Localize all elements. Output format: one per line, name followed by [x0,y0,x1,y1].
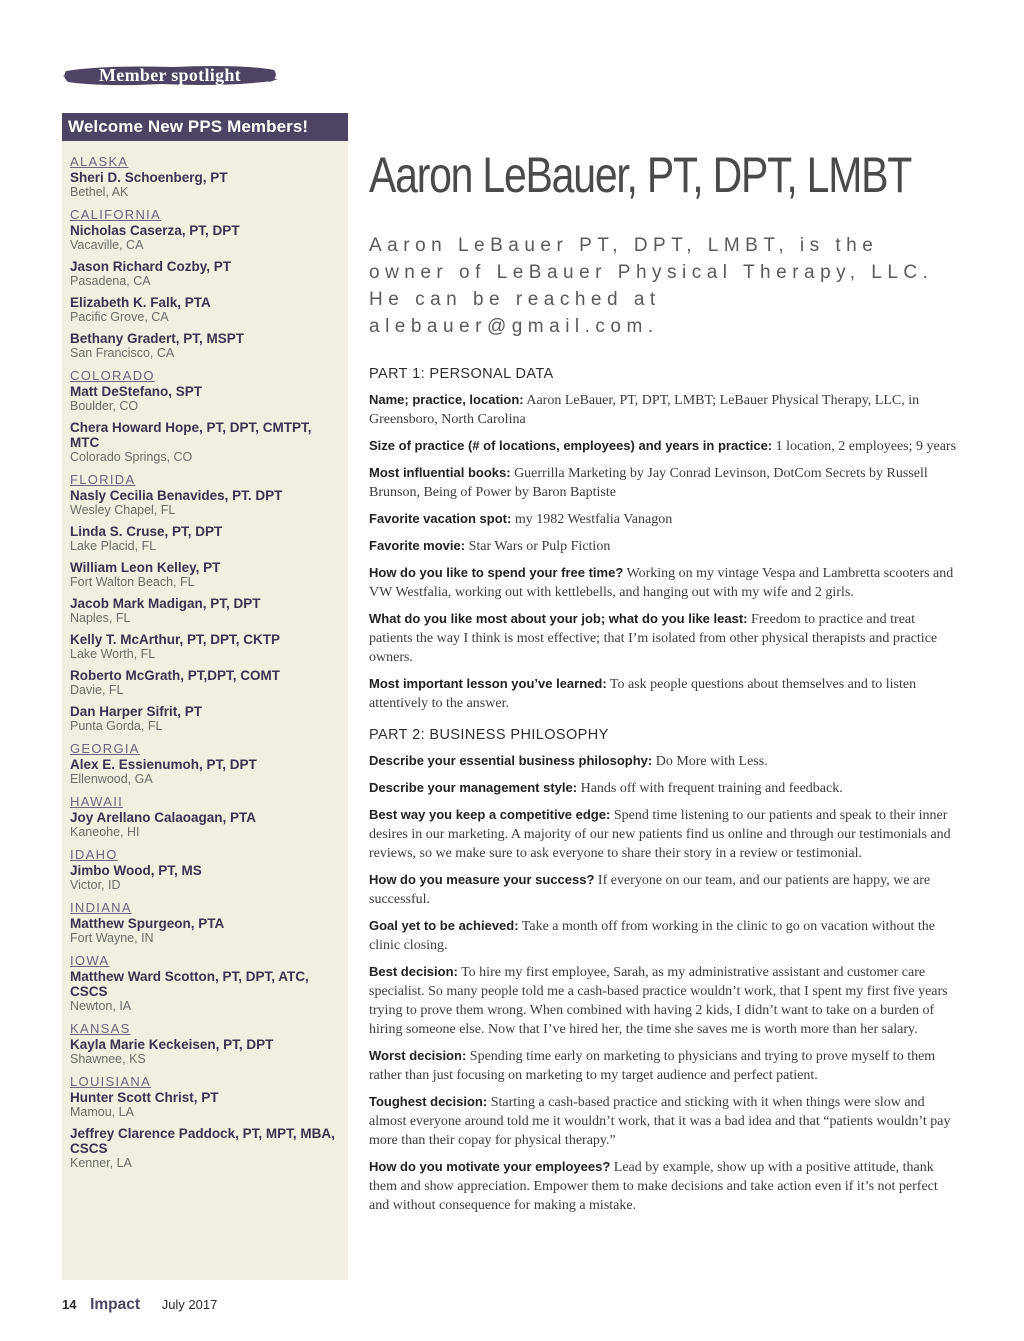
member-entry [70,524,340,554]
member-entry [70,810,340,840]
member-list [62,141,348,1171]
member-location: Boulder, CO [70,399,139,413]
qa-item [369,390,961,429]
member-location: San Francisco, CA [70,346,175,360]
state-heading: COLORADO [70,368,155,383]
qa-item [369,563,961,602]
member-entry [70,757,340,787]
qa-item [369,805,961,863]
qa-item [369,1092,961,1150]
member-name: Jimbo Wood, PT, MS [70,863,202,878]
page-number: 14 [62,1297,77,1312]
state-heading: IDAHO [70,847,118,862]
answer: If everyone on our team, and our patients are happy, we are successful. [369,873,931,907]
member-entry [70,384,340,414]
state-heading: KANSAS [70,1021,131,1036]
member-location: Pasadena, CA [70,274,151,288]
member-entry [70,1090,340,1120]
member-entry [70,560,340,590]
state-heading: IOWA [70,953,110,968]
qa-item [369,536,961,556]
member-location: Shawnee, KS [70,1052,146,1066]
section-banner [62,62,278,88]
answer: my 1982 Westfalia Vanagon [511,512,673,527]
member-entry [70,668,340,698]
question: Toughest decision: [369,1094,488,1109]
question: Favorite vacation spot: [369,511,512,526]
member-location: Colorado Springs, CO [70,450,193,464]
member-name: Jason Richard Cozby, PT [70,259,232,274]
answer: Hands off with frequent training and feedback. [577,781,843,796]
part1-qa-list [369,390,961,713]
member-location: Fort Walton Beach, FL [70,575,195,589]
member-name: Bethany Gradert, PT, MSPT [70,331,245,346]
state-heading: ALASKA [70,154,129,169]
question: How do you like to spend your free time? [369,565,624,580]
member-name: Kelly T. McArthur, PT, DPT, CKTP [70,632,281,647]
member-name: Linda S. Cruse, PT, DPT [70,524,223,539]
state-heading: FLORIDA [70,472,136,487]
qa-item [369,962,961,1039]
member-name: Nasly Cecilia Benavides, PT. DPT [70,488,283,503]
answer: Starting a cash-based practice and sticking with it when things were slow and almost everyone around told me it wouldn’t work, that it was a bad idea and that “patients wouldn’t pay more than their copay for physical therapy.” [369,1095,951,1148]
member-location: Victor, ID [70,878,121,892]
answer: 1 location, 2 employees; 9 years [772,439,957,454]
qa-item [369,609,961,667]
answer: Take a month off from working in the clinic to go on vacation without the clinic closing. [369,919,936,953]
question: Best decision: [369,964,458,979]
member-entry [70,969,340,1014]
member-location: Lake Placid, FL [70,539,157,553]
question: Most important lesson you’ve learned: [369,676,607,691]
article [369,142,961,1222]
article-intro: Aaron LeBauer PT, DPT, LMBT, is the owner of LeBauer Physical Therapy, LLC. He can be reached at alebauer@gmail.com. [369,235,934,337]
question: Describe your management style: [369,780,578,795]
question: Name; practice, location: [369,392,524,407]
member-name: Jeffrey Clarence Paddock, PT, MPT, MBA, CSCS [70,1126,335,1156]
member-name: Sheri D. Schoenberg, PT [70,170,228,185]
member-name: Nicholas Caserza, PT, DPT [70,223,240,238]
qa-item [369,509,961,529]
member-location: Naples, FL [70,611,131,625]
article-title: Aaron LeBauer, PT, DPT, LMBT [369,147,912,203]
qa-item [369,870,961,909]
member-entry [70,916,340,946]
qa-item [369,778,961,798]
state-heading: CALIFORNIA [70,207,162,222]
state-heading: GEORGIA [70,741,140,756]
magazine-name: Impact [90,1296,141,1313]
member-entry [70,259,340,289]
sidebar-title: Welcome New PPS Members! [62,113,348,141]
member-location: Vacaville, CA [70,238,144,252]
question: Size of practice (# of locations, employees) and years in practice: [369,438,773,453]
answer: Working on my vintage Vespa and Lambretta scooters and VW Westfalia, working out with kettlebells, and hanging out with my wife and 2 girls. [369,566,954,600]
member-location: Wesley Chapel, FL [70,503,176,517]
member-entry [70,1037,340,1067]
question: Best way you keep a competitive edge: [369,807,611,822]
member-entry [70,488,340,518]
question: Favorite movie: [369,538,466,553]
member-location: Davie, FL [70,683,124,697]
issue-date: July 2017 [161,1297,218,1312]
answer: To ask people questions about themselves and to listen attentively to the answer. [369,677,917,711]
member-name: Jacob Mark Madigan, PT, DPT [70,596,261,611]
member-location: Mamou, LA [70,1105,134,1119]
member-name: Kayla Marie Keckeisen, PT, DPT [70,1037,274,1052]
answer: Guerrilla Marketing by Jay Conrad Levinson, DotCom Secrets by Russell Brunson, Being of Power by Baron Baptiste [369,466,928,500]
qa-item [369,463,961,502]
member-name: Roberto McGrath, PT,DPT, COMT [70,668,281,683]
member-entry [70,223,340,253]
question: What do you like most about your job; what do you like least: [369,611,748,626]
part2-qa-list [369,751,961,1215]
answer: Spending time early on marketing to physicians and trying to prove myself to them rather than just focusing on marketing to my target audience and perfect patient. [369,1049,936,1083]
member-location: Ellenwood, GA [70,772,153,786]
member-name: Dan Harper Sifrit, PT [70,704,203,719]
member-name: Joy Arellano Calaoagan, PTA [70,810,257,825]
member-name: William Leon Kelley, PT [70,560,221,575]
question: Most influential books: [369,465,511,480]
state-heading: HAWAII [70,794,124,809]
part2-heading: PART 2: BUSINESS PHILOSOPHY [369,727,609,743]
member-location: Kaneohe, HI [70,825,140,839]
member-entry [70,170,340,200]
page-footer [62,1295,217,1315]
member-entry [70,420,340,465]
qa-item [369,1046,961,1085]
member-location: Punta Gorda, FL [70,719,163,733]
member-entry [70,704,340,734]
question: Describe your essential business philosophy: [369,753,653,768]
qa-item [369,436,961,456]
member-entry [70,863,340,893]
member-name: Matthew Ward Scotton, PT, DPT, ATC, CSCS [70,969,309,999]
member-name: Chera Howard Hope, PT, DPT, CMTPT, MTC [70,420,312,450]
question: Goal yet to be achieved: [369,918,519,933]
member-entry [70,596,340,626]
new-members-sidebar [62,113,348,1280]
qa-item [369,674,961,713]
member-name: Matthew Spurgeon, PTA [70,916,225,931]
member-name: Alex E. Essienumoh, PT, DPT [70,757,257,772]
part1-heading: PART 1: PERSONAL DATA [369,366,554,382]
answer: Aaron LeBauer, PT, DPT, LMBT; LeBauer Physical Therapy, LLC, in Greensboro, North Carolina [369,393,920,427]
answer: To hire my first employee, Sarah, as my administrative assistant and customer care specialist. So many people told me a cash-based practice wouldn’t work, that I spent my first five years trying to prove them wrong. When combined with having 2 kids, I didn’t want to take on a burden of hiring someone else. Now that I’ve hired her, the time she saves me is worth more than her salary. [369,965,948,1037]
member-location: Kenner, LA [70,1156,132,1170]
member-location: Fort Wayne, IN [70,931,154,945]
answer: Lead by example, show up with a positive attitude, thank them and show appreciation. Empower them to make decisions and take action even if it’s not perfect and without consequence for making a mistake. [369,1160,938,1213]
qa-item [369,916,961,955]
member-location: Lake Worth, FL [70,647,156,661]
state-heading: LOUISIANA [70,1074,152,1089]
member-location: Pacific Grove, CA [70,310,169,324]
member-entry [70,1126,340,1171]
question: How do you motivate your employees? [369,1159,611,1174]
qa-item [369,1157,961,1215]
answer: Do More with Less. [652,754,768,769]
member-entry [70,295,340,325]
answer: Star Wars or Pulp Fiction [465,539,611,554]
member-name: Elizabeth K. Falk, PTA [70,295,211,310]
state-heading: INDIANA [70,900,132,915]
member-location: Newton, IA [70,999,132,1013]
member-name: Hunter Scott Christ, PT [70,1090,219,1105]
answer: Spend time listening to our patients and speak to their inner desires in our marketing. A majority of our new patients find us online and through our testimonials and reviews, so we make sure to ask everyone to share their story in a review or testimonial. [369,808,951,861]
answer: Freedom to practice and treat patients the way I think is most effective; that I’m isolated from other physical therapists and practice owners. [369,612,938,665]
qa-item [369,751,961,771]
question: How do you measure your success? [369,872,595,887]
member-name: Matt DeStefano, SPT [70,384,203,399]
member-entry [70,331,340,361]
member-entry [70,632,340,662]
member-location: Bethel, AK [70,185,129,199]
question: Worst decision: [369,1048,467,1063]
banner-label: Member spotlight [99,65,241,85]
